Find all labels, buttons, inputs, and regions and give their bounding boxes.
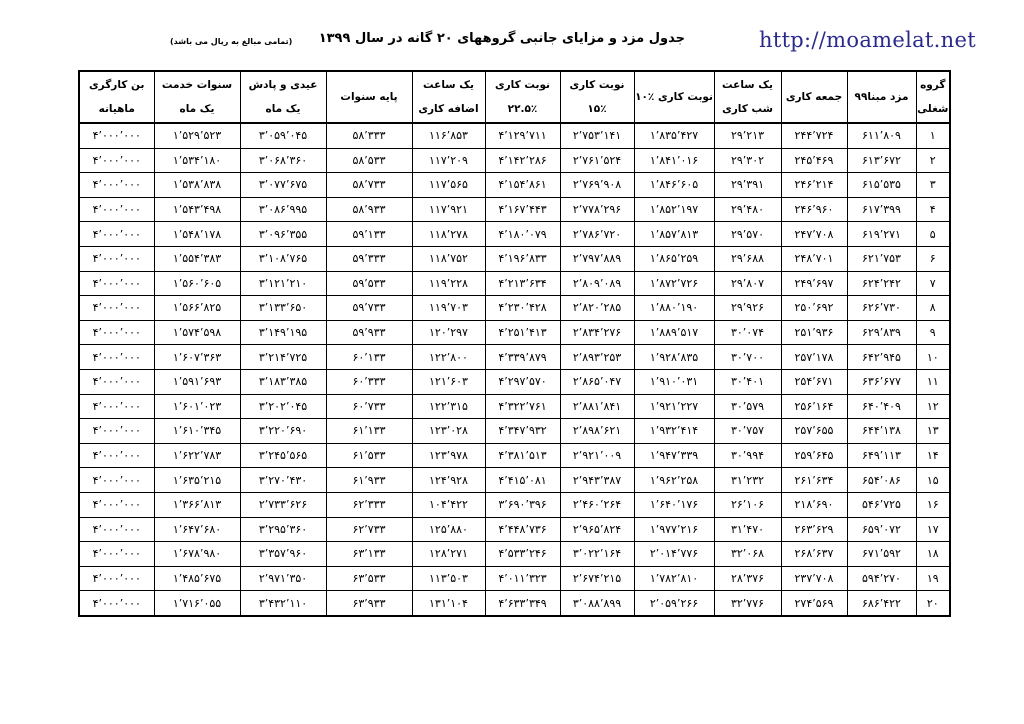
base-wage-cell: ۶۱۱٬۸۰۹ xyxy=(847,123,916,148)
header-shift-22-5: نوبت کاری ٪۲۲.۵ xyxy=(485,71,560,123)
shift-15-cell: ۲٬۸۹۸٬۶۲۱ xyxy=(560,419,634,444)
seniority-base-cell: ۵۸٬۵۳۳ xyxy=(326,148,412,173)
bonus-month-cell: ۳٬۰۶۸٬۳۶۰ xyxy=(240,148,326,173)
base-wage-cell: ۶۵۴٬۰۸۶ xyxy=(847,468,916,493)
friday-work-cell: ۲۶۸٬۶۳۷ xyxy=(781,542,847,567)
shift-22-5-cell: ۴٬۲۹۷٬۵۷۰ xyxy=(485,369,560,394)
shift-10-cell: ۱٬۹۱۰٬۰۳۱ xyxy=(634,369,714,394)
header-bonus-month: عیدی و پادش یک ماه xyxy=(240,71,326,123)
seniority-base-cell: ۶۰٬۷۳۳ xyxy=(326,394,412,419)
table-row xyxy=(79,197,950,222)
base-wage-cell: ۶۲۱٬۷۵۳ xyxy=(847,246,916,271)
job-group-cell: ۷ xyxy=(916,271,950,296)
monthly-allowance-cell: ۴٬۰۰۰٬۰۰۰ xyxy=(79,566,154,591)
night-hour-cell: ۳۰٬۷۰۰ xyxy=(714,345,781,370)
seniority-base-cell: ۵۸٬۳۳۳ xyxy=(326,123,412,148)
table-row xyxy=(79,345,950,370)
seniority-base-cell: ۶۳٬۹۳۳ xyxy=(326,591,412,616)
shift-10-cell: ۱٬۸۵۲٬۱۹۷ xyxy=(634,197,714,222)
service-month-cell: ۱٬۵۳۴٬۱۸۰ xyxy=(154,148,240,173)
shift-10-cell: ۱٬۷۸۲٬۸۱۰ xyxy=(634,566,714,591)
bonus-month-cell: ۳٬۲۱۴٬۷۲۵ xyxy=(240,345,326,370)
night-hour-cell: ۲۹٬۳۰۲ xyxy=(714,148,781,173)
shift-10-cell: ۱٬۸۷۲٬۷۲۶ xyxy=(634,271,714,296)
service-month-cell: ۱٬۶۷۸٬۹۸۰ xyxy=(154,542,240,567)
header-base-wage: مزد مبنا۹۹ xyxy=(847,71,916,123)
shift-15-cell: ۲٬۸۳۴٬۲۷۶ xyxy=(560,320,634,345)
monthly-allowance-cell: ۴٬۰۰۰٬۰۰۰ xyxy=(79,369,154,394)
service-month-cell: ۱٬۵۵۴٬۳۸۳ xyxy=(154,246,240,271)
shift-10-cell: ۲٬۰۵۹٬۲۶۶ xyxy=(634,591,714,616)
service-month-cell: ۱٬۶۴۷٬۶۸۰ xyxy=(154,517,240,542)
friday-work-cell: ۲۴۴٬۷۲۴ xyxy=(781,123,847,148)
shift-15-cell: ۲٬۹۲۱٬۰۰۹ xyxy=(560,443,634,468)
shift-10-cell: ۱٬۹۷۷٬۲۱۶ xyxy=(634,517,714,542)
shift-22-5-cell: ۴٬۶۳۳٬۳۴۹ xyxy=(485,591,560,616)
night-hour-cell: ۳۰٬۰۷۴ xyxy=(714,320,781,345)
shift-10-cell: ۲٬۰۱۴٬۷۷۶ xyxy=(634,542,714,567)
bonus-month-cell: ۳٬۱۳۳٬۶۵۰ xyxy=(240,296,326,321)
overtime-hour-cell: ۱۲۲٬۳۱۵ xyxy=(412,394,485,419)
seniority-base-cell: ۵۸٬۷۳۳ xyxy=(326,173,412,198)
bonus-month-cell: ۳٬۲۲۰٬۶۹۰ xyxy=(240,419,326,444)
base-wage-cell: ۵۴۶٬۷۲۵ xyxy=(847,492,916,517)
wage-table xyxy=(78,70,951,617)
base-wage-cell: ۶۱۳٬۶۷۲ xyxy=(847,148,916,173)
table-row xyxy=(79,492,950,517)
night-hour-cell: ۲۸٬۳۷۶ xyxy=(714,566,781,591)
shift-15-cell: ۲٬۹۶۵٬۸۲۴ xyxy=(560,517,634,542)
shift-10-cell: ۱٬۸۵۷٬۸۱۳ xyxy=(634,222,714,247)
shift-22-5-cell: ۴٬۲۳۰٬۴۲۸ xyxy=(485,296,560,321)
seniority-base-cell: ۶۲٬۳۳۳ xyxy=(326,492,412,517)
monthly-allowance-cell: ۴٬۰۰۰٬۰۰۰ xyxy=(79,542,154,567)
shift-22-5-cell: ۴٬۱۹۶٬۸۳۳ xyxy=(485,246,560,271)
service-month-cell: ۱٬۵۲۹٬۵۲۳ xyxy=(154,123,240,148)
seniority-base-cell: ۶۲٬۷۳۳ xyxy=(326,517,412,542)
shift-22-5-cell: ۴٬۴۴۸٬۷۳۶ xyxy=(485,517,560,542)
shift-10-cell: ۱٬۸۴۱٬۰۱۶ xyxy=(634,148,714,173)
shift-10-cell: ۱٬۸۸۹٬۵۱۷ xyxy=(634,320,714,345)
shift-22-5-cell: ۴٬۳۸۱٬۵۱۳ xyxy=(485,443,560,468)
bonus-month-cell: ۳٬۴۳۲٬۱۱۰ xyxy=(240,591,326,616)
shift-22-5-cell: ۴٬۱۶۷٬۴۴۳ xyxy=(485,197,560,222)
seniority-base-cell: ۵۹٬۷۳۳ xyxy=(326,296,412,321)
service-month-cell: ۱٬۶۳۵٬۲۱۵ xyxy=(154,468,240,493)
shift-15-cell: ۲٬۸۲۰٬۲۸۵ xyxy=(560,296,634,321)
friday-work-cell: ۲۴۸٬۷۰۱ xyxy=(781,246,847,271)
table-row xyxy=(79,591,950,616)
monthly-allowance-cell: ۴٬۰۰۰٬۰۰۰ xyxy=(79,468,154,493)
job-group-cell: ۱ xyxy=(916,123,950,148)
overtime-hour-cell: ۱۱۸٬۲۷۸ xyxy=(412,222,485,247)
monthly-allowance-cell: ۴٬۰۰۰٬۰۰۰ xyxy=(79,271,154,296)
base-wage-cell: ۶۸۶٬۴۲۲ xyxy=(847,591,916,616)
monthly-allowance-cell: ۴٬۰۰۰٬۰۰۰ xyxy=(79,197,154,222)
shift-15-cell: ۲٬۶۷۴٬۲۱۵ xyxy=(560,566,634,591)
monthly-allowance-cell: ۴٬۰۰۰٬۰۰۰ xyxy=(79,517,154,542)
shift-15-cell: ۲٬۷۶۹٬۹۰۸ xyxy=(560,173,634,198)
table-row xyxy=(79,542,950,567)
base-wage-cell: ۶۲۴٬۲۴۲ xyxy=(847,271,916,296)
shift-10-cell: ۱٬۸۳۵٬۴۲۷ xyxy=(634,123,714,148)
night-hour-cell: ۲۶٬۱۰۶ xyxy=(714,492,781,517)
service-month-cell: ۱٬۷۱۶٬۰۵۵ xyxy=(154,591,240,616)
seniority-base-cell: ۵۹٬۳۳۳ xyxy=(326,246,412,271)
overtime-hour-cell: ۱۲۲٬۸۰۰ xyxy=(412,345,485,370)
seniority-base-cell: ۶۳٬۵۳۳ xyxy=(326,566,412,591)
monthly-allowance-cell: ۴٬۰۰۰٬۰۰۰ xyxy=(79,123,154,148)
friday-work-cell: ۲۵۶٬۱۶۴ xyxy=(781,394,847,419)
header-shift-15: نوبت کاری ٪۱۵ xyxy=(560,71,634,123)
currency-note: (تمامی مبالغ به ریال می باشد) xyxy=(170,37,293,46)
base-wage-cell: ۶۱۵٬۵۳۵ xyxy=(847,173,916,198)
job-group-cell: ۱۲ xyxy=(916,394,950,419)
shift-10-cell: ۱٬۸۸۰٬۱۹۰ xyxy=(634,296,714,321)
monthly-allowance-cell: ۴٬۰۰۰٬۰۰۰ xyxy=(79,419,154,444)
night-hour-cell: ۲۹٬۳۹۱ xyxy=(714,173,781,198)
night-hour-cell: ۳۰٬۴۰۱ xyxy=(714,369,781,394)
friday-work-cell: ۲۵۱٬۹۳۶ xyxy=(781,320,847,345)
friday-work-cell: ۲۳۷٬۷۰۸ xyxy=(781,566,847,591)
shift-10-cell: ۱٬۹۲۱٬۲۲۷ xyxy=(634,394,714,419)
service-month-cell: ۱٬۵۴۸٬۱۷۸ xyxy=(154,222,240,247)
shift-15-cell: ۲٬۷۵۳٬۱۴۱ xyxy=(560,123,634,148)
table-row xyxy=(79,148,950,173)
job-group-cell: ۲۰ xyxy=(916,591,950,616)
shift-15-cell: ۳٬۰۸۸٬۸۹۹ xyxy=(560,591,634,616)
shift-10-cell: ۱٬۹۴۷٬۳۳۹ xyxy=(634,443,714,468)
job-group-cell: ۱۱ xyxy=(916,369,950,394)
night-hour-cell: ۳۲٬۰۶۸ xyxy=(714,542,781,567)
job-group-cell: ۱۰ xyxy=(916,345,950,370)
overtime-hour-cell: ۱۱۶٬۸۵۳ xyxy=(412,123,485,148)
overtime-hour-cell: ۱۲۳٬۹۷۸ xyxy=(412,443,485,468)
night-hour-cell: ۲۹٬۲۱۳ xyxy=(714,123,781,148)
shift-15-cell: ۲٬۸۸۱٬۸۴۱ xyxy=(560,394,634,419)
seniority-base-cell: ۵۸٬۹۳۳ xyxy=(326,197,412,222)
job-group-cell: ۱۸ xyxy=(916,542,950,567)
overtime-hour-cell: ۱۱۳٬۵۰۳ xyxy=(412,566,485,591)
job-group-cell: ۶ xyxy=(916,246,950,271)
table-row xyxy=(79,566,950,591)
shift-22-5-cell: ۴٬۱۵۴٬۸۶۱ xyxy=(485,173,560,198)
bonus-month-cell: ۳٬۰۹۶٬۳۵۵ xyxy=(240,222,326,247)
friday-work-cell: ۲۷۴٬۵۶۹ xyxy=(781,591,847,616)
monthly-allowance-cell: ۴٬۰۰۰٬۰۰۰ xyxy=(79,591,154,616)
night-hour-cell: ۳۰٬۷۵۷ xyxy=(714,419,781,444)
shift-10-cell: ۱٬۶۴۰٬۱۷۶ xyxy=(634,492,714,517)
base-wage-cell: ۶۱۷٬۳۹۹ xyxy=(847,197,916,222)
shift-22-5-cell: ۴٬۱۲۹٬۷۱۱ xyxy=(485,123,560,148)
header-service-month: سنوات خدمت یک ماه xyxy=(154,71,240,123)
seniority-base-cell: ۶۰٬۳۳۳ xyxy=(326,369,412,394)
night-hour-cell: ۲۹٬۵۷۰ xyxy=(714,222,781,247)
friday-work-cell: ۲۶۳٬۶۲۹ xyxy=(781,517,847,542)
friday-work-cell: ۲۴۹٬۶۹۷ xyxy=(781,271,847,296)
header-shift-10: نوبت کاری ٪۱۰ xyxy=(634,71,714,123)
job-group-cell: ۵ xyxy=(916,222,950,247)
table-row xyxy=(79,369,950,394)
header-friday-work: جمعه کاری xyxy=(781,71,847,123)
base-wage-cell: ۶۴۹٬۱۱۳ xyxy=(847,443,916,468)
service-month-cell: ۱٬۵۶۰٬۶۰۵ xyxy=(154,271,240,296)
job-group-cell: ۱۹ xyxy=(916,566,950,591)
shift-10-cell: ۱٬۹۲۸٬۸۳۵ xyxy=(634,345,714,370)
bonus-month-cell: ۳٬۰۵۹٬۰۴۵ xyxy=(240,123,326,148)
monthly-allowance-cell: ۴٬۰۰۰٬۰۰۰ xyxy=(79,222,154,247)
service-month-cell: ۱٬۶۱۰٬۳۴۵ xyxy=(154,419,240,444)
job-group-cell: ۳ xyxy=(916,173,950,198)
shift-15-cell: ۲٬۷۷۸٬۲۹۶ xyxy=(560,197,634,222)
table-row xyxy=(79,222,950,247)
monthly-allowance-cell: ۴٬۰۰۰٬۰۰۰ xyxy=(79,443,154,468)
shift-15-cell: ۲٬۷۹۷٬۸۸۹ xyxy=(560,246,634,271)
overtime-hour-cell: ۱۱۹٬۲۲۸ xyxy=(412,271,485,296)
table-row xyxy=(79,123,950,148)
shift-15-cell: ۲٬۸۹۳٬۲۵۳ xyxy=(560,345,634,370)
table-row xyxy=(79,271,950,296)
service-month-cell: ۱٬۵۷۴٬۵۹۸ xyxy=(154,320,240,345)
overtime-hour-cell: ۱۰۴٬۴۲۲ xyxy=(412,492,485,517)
monthly-allowance-cell: ۴٬۰۰۰٬۰۰۰ xyxy=(79,492,154,517)
service-month-cell: ۱٬۳۶۶٬۸۱۳ xyxy=(154,492,240,517)
overtime-hour-cell: ۱۱۷٬۵۶۵ xyxy=(412,173,485,198)
shift-15-cell: ۲٬۹۴۳٬۳۸۷ xyxy=(560,468,634,493)
overtime-hour-cell: ۱۲۴٬۹۲۸ xyxy=(412,468,485,493)
monthly-allowance-cell: ۴٬۰۰۰٬۰۰۰ xyxy=(79,173,154,198)
bonus-month-cell: ۳٬۰۷۷٬۶۷۵ xyxy=(240,173,326,198)
friday-work-cell: ۲۵۰٬۶۹۲ xyxy=(781,296,847,321)
base-wage-cell: ۶۴۰٬۴۰۹ xyxy=(847,394,916,419)
service-month-cell: ۱٬۵۹۱٬۶۹۳ xyxy=(154,369,240,394)
job-group-cell: ۱۶ xyxy=(916,492,950,517)
bonus-month-cell: ۳٬۳۵۷٬۹۶۰ xyxy=(240,542,326,567)
overtime-hour-cell: ۱۱۷٬۲۰۹ xyxy=(412,148,485,173)
seniority-base-cell: ۵۹٬۵۳۳ xyxy=(326,271,412,296)
bonus-month-cell: ۳٬۲۹۵٬۳۶۰ xyxy=(240,517,326,542)
header-job-group: گروه شغلی xyxy=(916,71,950,123)
friday-work-cell: ۲۴۷٬۷۰۸ xyxy=(781,222,847,247)
table-header-row xyxy=(79,71,950,123)
base-wage-cell: ۶۴۲٬۹۴۵ xyxy=(847,345,916,370)
friday-work-cell: ۲۱۸٬۶۹۰ xyxy=(781,492,847,517)
table-row xyxy=(79,394,950,419)
table-row xyxy=(79,443,950,468)
friday-work-cell: ۲۵۴٬۶۷۱ xyxy=(781,369,847,394)
night-hour-cell: ۲۹٬۶۸۸ xyxy=(714,246,781,271)
shift-22-5-cell: ۴٬۴۱۵٬۰۸۱ xyxy=(485,468,560,493)
bonus-month-cell: ۳٬۰۸۶٬۹۹۵ xyxy=(240,197,326,222)
overtime-hour-cell: ۱۱۸٬۷۵۲ xyxy=(412,246,485,271)
shift-10-cell: ۱٬۸۴۶٬۶۰۵ xyxy=(634,173,714,198)
page-title: جدول مزد و مزایای جانبی گروههای ۲۰ گانه در سال ۱۳۹۹ xyxy=(318,31,685,46)
shift-22-5-cell: ۴٬۵۳۳٬۲۴۶ xyxy=(485,542,560,567)
shift-22-5-cell: ۴٬۳۳۹٬۸۷۹ xyxy=(485,345,560,370)
service-month-cell: ۱٬۵۴۳٬۴۹۸ xyxy=(154,197,240,222)
service-month-cell: ۱٬۴۸۵٬۶۷۵ xyxy=(154,566,240,591)
overtime-hour-cell: ۱۲۰٬۲۹۷ xyxy=(412,320,485,345)
shift-10-cell: ۱٬۹۳۲٬۴۱۴ xyxy=(634,419,714,444)
table-row xyxy=(79,320,950,345)
job-group-cell: ۱۳ xyxy=(916,419,950,444)
seniority-base-cell: ۶۱٬۵۳۳ xyxy=(326,443,412,468)
service-month-cell: ۱٬۶۰۷٬۳۶۳ xyxy=(154,345,240,370)
night-hour-cell: ۲۹٬۴۸۰ xyxy=(714,197,781,222)
bonus-month-cell: ۳٬۱۸۳٬۳۸۵ xyxy=(240,369,326,394)
shift-10-cell: ۱٬۹۶۲٬۲۵۸ xyxy=(634,468,714,493)
job-group-cell: ۹ xyxy=(916,320,950,345)
shift-22-5-cell: ۴٬۲۵۱٬۴۱۳ xyxy=(485,320,560,345)
monthly-allowance-cell: ۴٬۰۰۰٬۰۰۰ xyxy=(79,296,154,321)
shift-15-cell: ۲٬۸۰۹٬۰۸۹ xyxy=(560,271,634,296)
bonus-month-cell: ۲٬۷۳۳٬۶۲۶ xyxy=(240,492,326,517)
monthly-allowance-cell: ۴٬۰۰۰٬۰۰۰ xyxy=(79,320,154,345)
header-seniority-base: پایه سنوات xyxy=(326,71,412,123)
bonus-month-cell: ۳٬۲۰۲٬۰۴۵ xyxy=(240,394,326,419)
bonus-month-cell: ۳٬۱۲۱٬۲۱۰ xyxy=(240,271,326,296)
base-wage-cell: ۶۳۶٬۶۷۷ xyxy=(847,369,916,394)
friday-work-cell: ۲۵۷٬۱۷۸ xyxy=(781,345,847,370)
service-month-cell: ۱٬۶۲۲٬۷۸۳ xyxy=(154,443,240,468)
job-group-cell: ۱۴ xyxy=(916,443,950,468)
overtime-hour-cell: ۱۲۵٬۸۸۰ xyxy=(412,517,485,542)
shift-10-cell: ۱٬۸۶۵٬۲۵۹ xyxy=(634,246,714,271)
seniority-base-cell: ۶۱٬۱۳۳ xyxy=(326,419,412,444)
header-overtime-hour: یک ساعت اضافه کاری xyxy=(412,71,485,123)
table-row xyxy=(79,419,950,444)
overtime-hour-cell: ۱۲۱٬۶۰۳ xyxy=(412,369,485,394)
base-wage-cell: ۶۵۹٬۰۷۲ xyxy=(847,517,916,542)
shift-22-5-cell: ۴٬۲۱۳٬۶۳۴ xyxy=(485,271,560,296)
bonus-month-cell: ۳٬۱۴۹٬۱۹۵ xyxy=(240,320,326,345)
night-hour-cell: ۳۲٬۷۷۶ xyxy=(714,591,781,616)
job-group-cell: ۲ xyxy=(916,148,950,173)
friday-work-cell: ۲۵۷٬۶۵۵ xyxy=(781,419,847,444)
service-month-cell: ۱٬۵۳۸٬۸۳۸ xyxy=(154,173,240,198)
overtime-hour-cell: ۱۲۳٬۰۲۸ xyxy=(412,419,485,444)
service-month-cell: ۱٬۵۶۶٬۸۲۵ xyxy=(154,296,240,321)
shift-15-cell: ۲٬۴۶۰٬۲۶۴ xyxy=(560,492,634,517)
night-hour-cell: ۳۰٬۹۹۴ xyxy=(714,443,781,468)
job-group-cell: ۸ xyxy=(916,296,950,321)
bonus-month-cell: ۲٬۹۷۱٬۳۵۰ xyxy=(240,566,326,591)
job-group-cell: ۱۷ xyxy=(916,517,950,542)
seniority-base-cell: ۶۰٬۱۳۳ xyxy=(326,345,412,370)
monthly-allowance-cell: ۴٬۰۰۰٬۰۰۰ xyxy=(79,394,154,419)
seniority-base-cell: ۶۱٬۹۳۳ xyxy=(326,468,412,493)
overtime-hour-cell: ۱۱۷٬۹۲۱ xyxy=(412,197,485,222)
shift-15-cell: ۲٬۷۸۶٬۷۲۰ xyxy=(560,222,634,247)
bonus-month-cell: ۳٬۱۰۸٬۷۶۵ xyxy=(240,246,326,271)
job-group-cell: ۴ xyxy=(916,197,950,222)
night-hour-cell: ۲۹٬۸۰۷ xyxy=(714,271,781,296)
friday-work-cell: ۲۵۹٬۶۴۵ xyxy=(781,443,847,468)
base-wage-cell: ۶۷۱٬۵۹۲ xyxy=(847,542,916,567)
shift-15-cell: ۲٬۸۶۵٬۰۴۷ xyxy=(560,369,634,394)
overtime-hour-cell: ۱۲۸٬۲۷۱ xyxy=(412,542,485,567)
table-row xyxy=(79,246,950,271)
shift-22-5-cell: ۴٬۱۸۰٬۰۷۹ xyxy=(485,222,560,247)
table-row xyxy=(79,173,950,198)
night-hour-cell: ۳۱٬۴۷۰ xyxy=(714,517,781,542)
friday-work-cell: ۲۴۵٬۴۶۹ xyxy=(781,148,847,173)
table-row xyxy=(79,468,950,493)
table-row xyxy=(79,517,950,542)
base-wage-cell: ۶۴۴٬۱۳۸ xyxy=(847,419,916,444)
base-wage-cell: ۶۲۹٬۸۳۹ xyxy=(847,320,916,345)
seniority-base-cell: ۶۳٬۱۳۳ xyxy=(326,542,412,567)
monthly-allowance-cell: ۴٬۰۰۰٬۰۰۰ xyxy=(79,345,154,370)
night-hour-cell: ۳۰٬۵۷۹ xyxy=(714,394,781,419)
shift-15-cell: ۳٬۰۲۲٬۱۶۴ xyxy=(560,542,634,567)
seniority-base-cell: ۵۹٬۹۳۳ xyxy=(326,320,412,345)
night-hour-cell: ۲۹٬۹۲۶ xyxy=(714,296,781,321)
bonus-month-cell: ۳٬۲۷۰٬۴۳۰ xyxy=(240,468,326,493)
friday-work-cell: ۲۶۱٬۶۳۴ xyxy=(781,468,847,493)
base-wage-cell: ۵۹۴٬۲۷۰ xyxy=(847,566,916,591)
bonus-month-cell: ۳٬۲۴۵٬۵۶۵ xyxy=(240,443,326,468)
overtime-hour-cell: ۱۱۹٬۷۰۳ xyxy=(412,296,485,321)
base-wage-cell: ۶۱۹٬۲۷۱ xyxy=(847,222,916,247)
night-hour-cell: ۳۱٬۲۳۲ xyxy=(714,468,781,493)
monthly-allowance-cell: ۴٬۰۰۰٬۰۰۰ xyxy=(79,148,154,173)
base-wage-cell: ۶۲۶٬۷۳۰ xyxy=(847,296,916,321)
header-night-hour: یک ساعت شب کاری xyxy=(714,71,781,123)
shift-15-cell: ۲٬۷۶۱٬۵۲۴ xyxy=(560,148,634,173)
overtime-hour-cell: ۱۳۱٬۱۰۴ xyxy=(412,591,485,616)
service-month-cell: ۱٬۶۰۱٬۰۲۳ xyxy=(154,394,240,419)
table-row xyxy=(79,296,950,321)
shift-22-5-cell: ۴٬۳۴۷٬۹۳۲ xyxy=(485,419,560,444)
shift-22-5-cell: ۴٬۰۱۱٬۳۲۳ xyxy=(485,566,560,591)
friday-work-cell: ۲۴۶٬۹۶۰ xyxy=(781,197,847,222)
monthly-allowance-cell: ۴٬۰۰۰٬۰۰۰ xyxy=(79,246,154,271)
seniority-base-cell: ۵۹٬۱۳۳ xyxy=(326,222,412,247)
site-url[interactable]: http://moamelat.net xyxy=(759,28,976,52)
shift-22-5-cell: ۴٬۱۴۲٬۲۸۶ xyxy=(485,148,560,173)
shift-22-5-cell: ۴٬۳۲۲٬۷۶۱ xyxy=(485,394,560,419)
shift-22-5-cell: ۳٬۶۹۰٬۳۹۶ xyxy=(485,492,560,517)
friday-work-cell: ۲۴۶٬۲۱۴ xyxy=(781,173,847,198)
job-group-cell: ۱۵ xyxy=(916,468,950,493)
header-monthly-allowance: بن کارگری ماهیانه xyxy=(79,71,154,123)
